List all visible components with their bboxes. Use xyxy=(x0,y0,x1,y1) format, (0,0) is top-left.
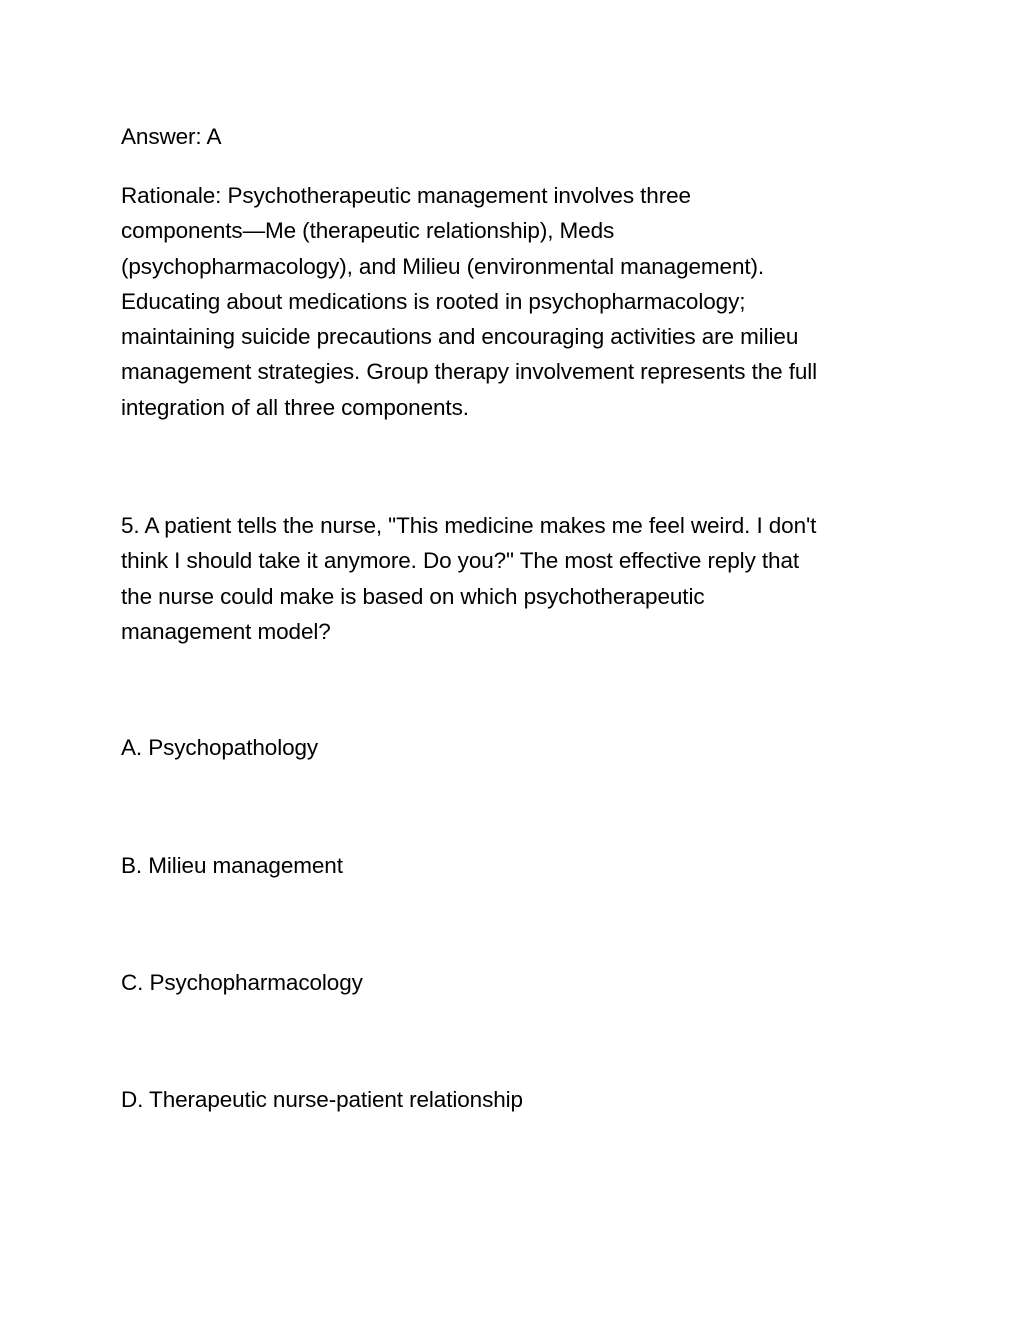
rationale-line: integration of all three components. xyxy=(121,394,469,420)
question-paragraph xyxy=(121,508,911,649)
option-b-text: B. Milieu management xyxy=(121,853,343,878)
question-line: think I should take it anymore. Do you?" The most effective reply that xyxy=(121,548,800,574)
rationale-line: Rationale: Psychotherapeutic management involves three xyxy=(121,183,691,208)
option-a-text: A. Psychopathology xyxy=(121,735,319,760)
rationale-line: (psychopharmacology), and Milieu (environmental management). xyxy=(121,253,765,279)
answer-line xyxy=(121,119,911,154)
rationale-line: Educating about medications is rooted in psychopharmacology; xyxy=(121,288,746,314)
rationale-line: management strategies. Group therapy involvement represents the full xyxy=(121,359,818,385)
question-line: 5. A patient tells the nurse, "This medicine makes me feel weird. I don't xyxy=(121,513,817,538)
option-c-text: C. Psychopharmacology xyxy=(121,970,363,995)
question-line: the nurse could make is based on which psychotherapeutic xyxy=(121,583,705,609)
question-line: management model? xyxy=(121,618,331,644)
option-b xyxy=(121,848,911,883)
option-a xyxy=(121,730,911,765)
answer-text: Answer: A xyxy=(121,124,222,149)
option-d xyxy=(121,1082,911,1117)
rationale-line: components—Me (therapeutic relationship), Meds xyxy=(121,218,615,244)
rationale-line: maintaining suicide precautions and encouraging activities are milieu xyxy=(121,324,799,350)
rationale-paragraph xyxy=(121,178,911,425)
option-d-text: D. Therapeutic nurse-patient relationship xyxy=(121,1087,523,1112)
option-c xyxy=(121,965,911,1000)
